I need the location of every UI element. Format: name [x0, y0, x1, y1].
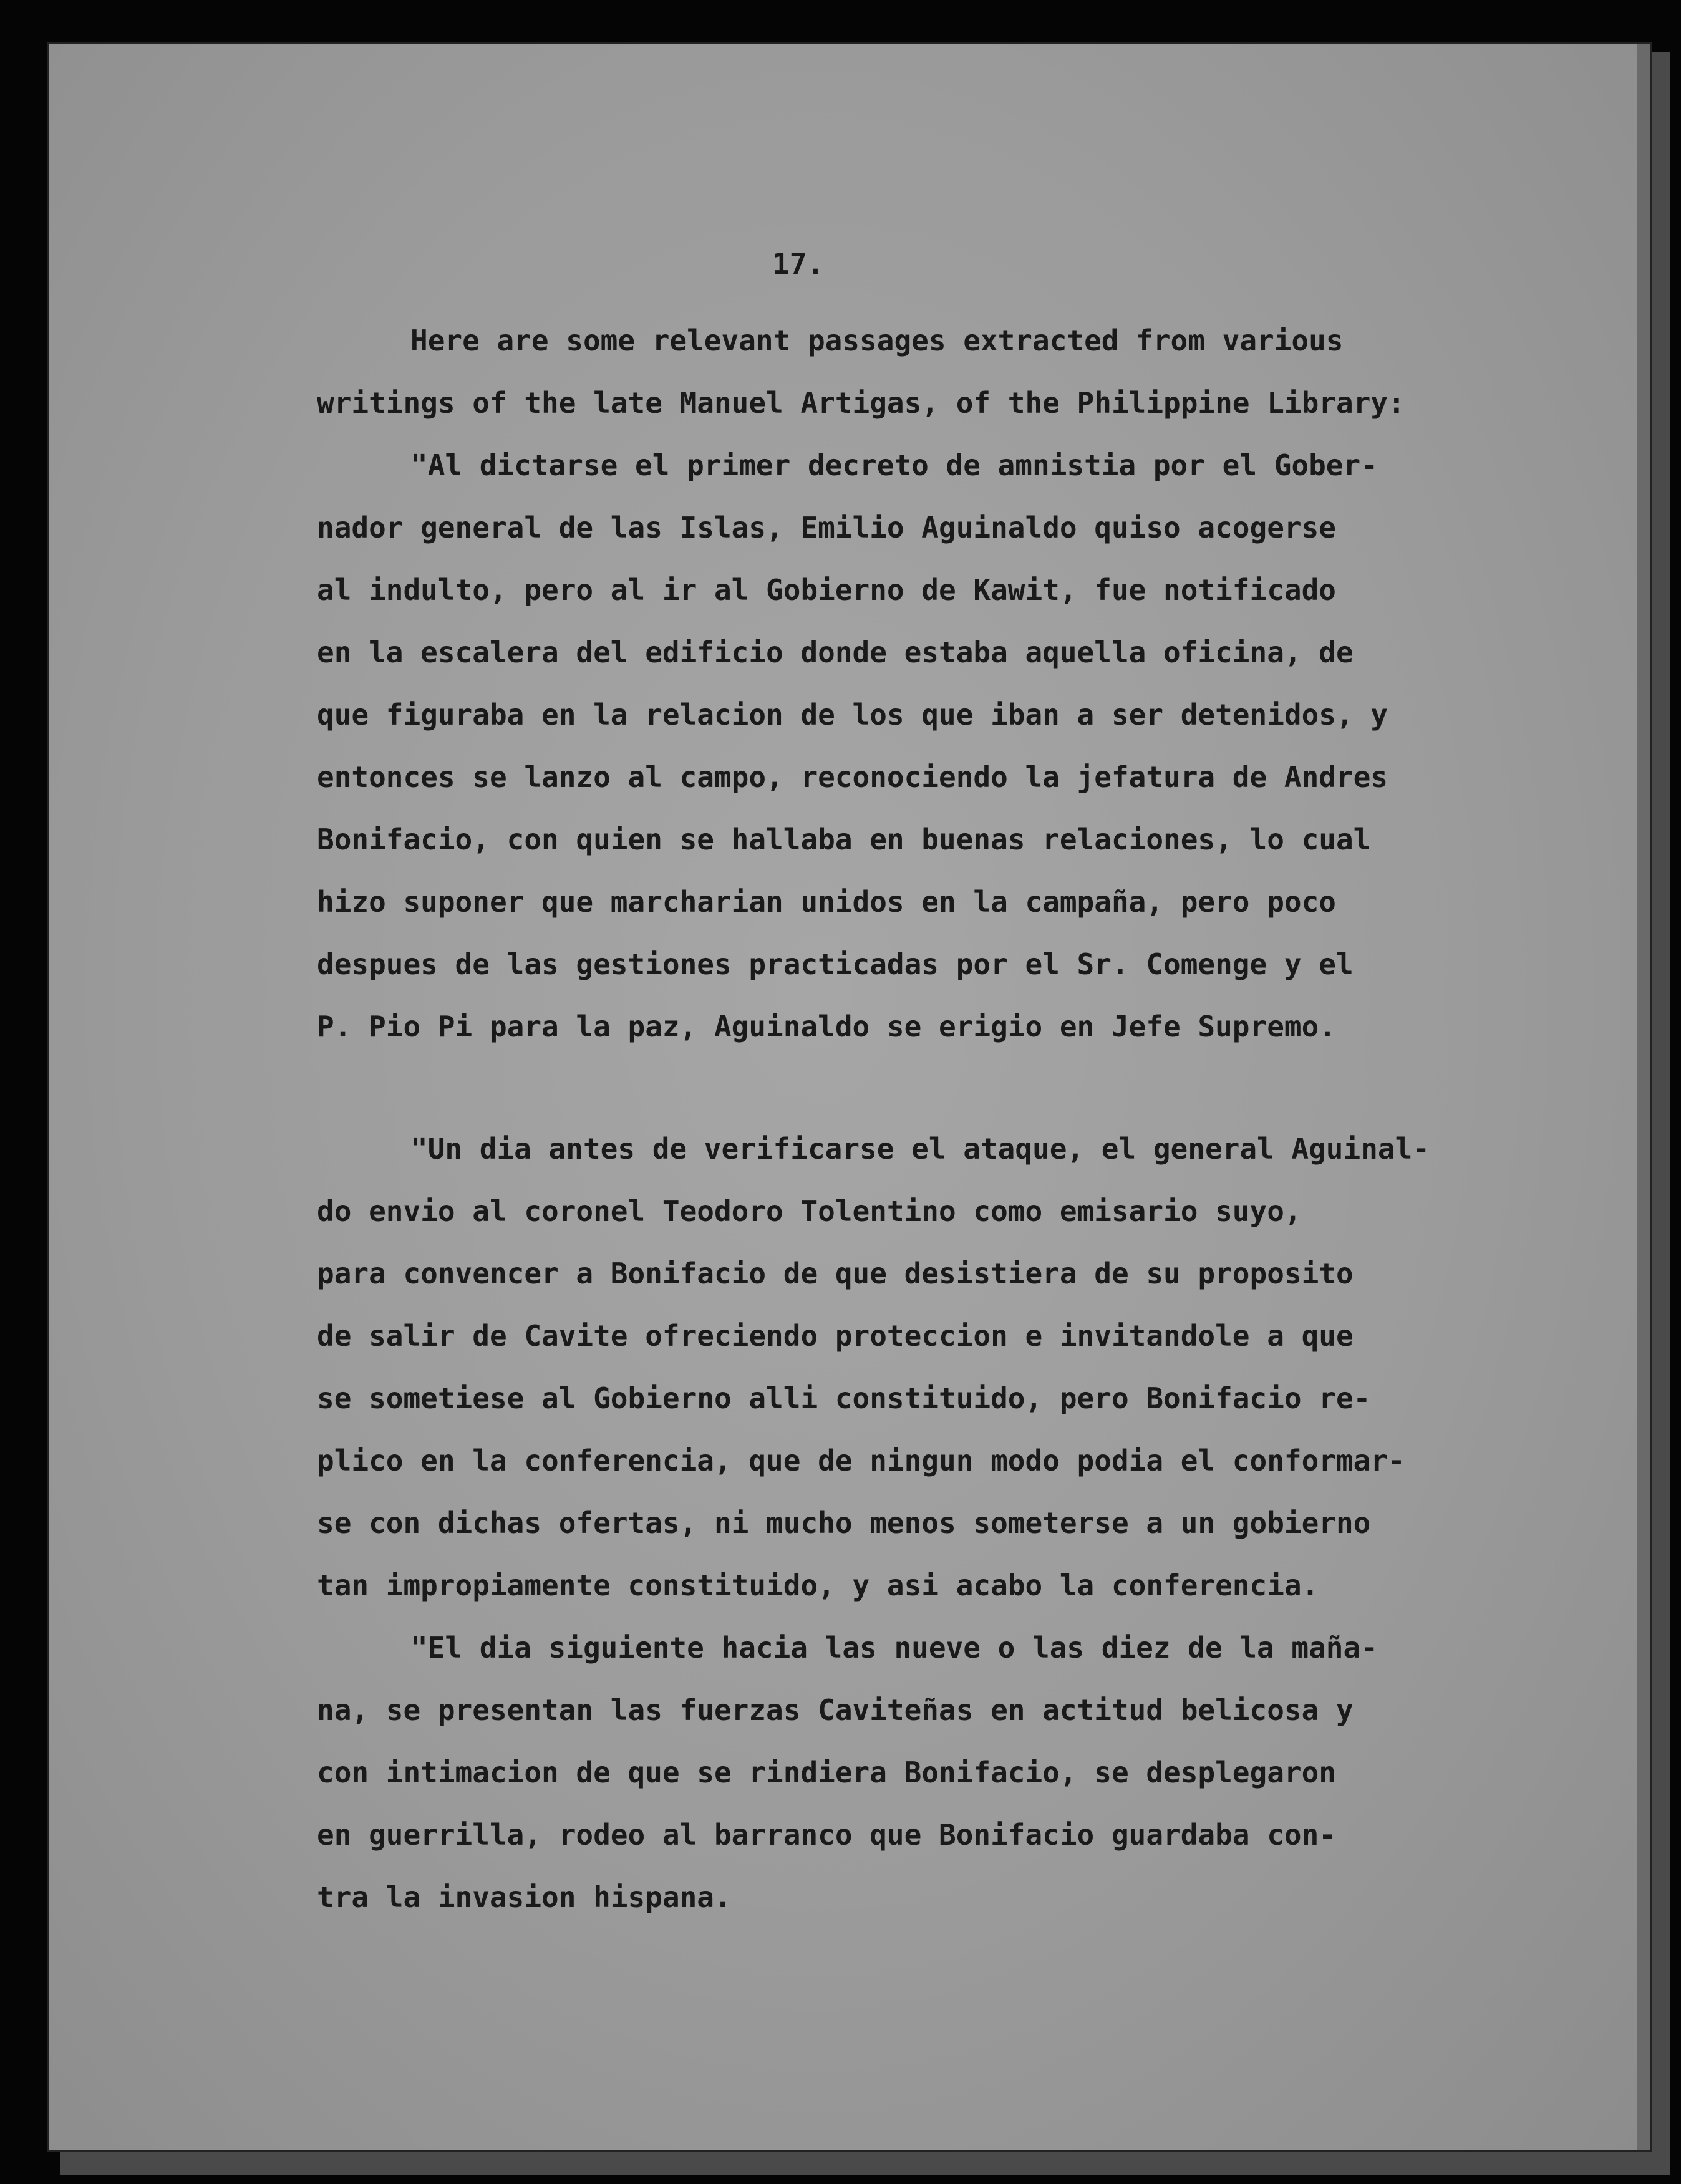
- document-body: [317, 309, 1502, 1928]
- text-line: hizo suponer que marcharian unidos en la campaña, pero poco: [317, 885, 1336, 919]
- text-line: que figuraba en la relacion de los que iban a ser detenidos, y: [317, 698, 1388, 732]
- text-line: para convencer a Bonifacio de que desistiera de su proposito: [317, 1257, 1354, 1290]
- text-line: despues de las gestiones practicadas por el Sr. Comenge y el: [317, 947, 1354, 981]
- text-line: en guerrilla, rodeo al barranco que Bonifacio guardaba con-: [317, 1818, 1336, 1852]
- text-line: P. Pio Pi para la paz, Aguinaldo se erigio en Jefe Supremo.: [317, 1010, 1336, 1043]
- text-line: tra la invasion hispana.: [317, 1880, 732, 1914]
- text-line: nador general de las Islas, Emilio Aguinaldo quiso acogerse: [317, 511, 1336, 544]
- text-line: writings of the late Manuel Artigas, of the Philippine Library:: [317, 386, 1405, 420]
- text-line: se con dichas ofertas, ni mucho menos someterse a un gobierno: [317, 1506, 1371, 1540]
- text-line: "Al dictarse el primer decreto de amnistia por el Gober-: [410, 448, 1378, 482]
- page-edge: [1637, 44, 1650, 2150]
- text-line: "El dia siguiente hacia las nueve o las diez de la maña-: [410, 1631, 1378, 1665]
- text-line: de salir de Cavite ofreciendo proteccion e invitandole a que: [317, 1319, 1354, 1353]
- text-line: plico en la conferencia, que de ningun modo podia el conformar-: [317, 1444, 1405, 1477]
- text-line: Here are some relevant passages extracted from various: [410, 324, 1344, 357]
- text-line: en la escalera del edificio donde estaba aquella oficina, de: [317, 635, 1354, 669]
- text-line: con intimacion de que se rindiera Bonifacio, se desplegaron: [317, 1756, 1336, 1789]
- text-line: do envio al coronel Teodoro Tolentino como emisario suyo,: [317, 1194, 1302, 1228]
- text-line: Bonifacio, con quien se hallaba en buenas relaciones, lo cual: [317, 823, 1371, 856]
- text-line: se sometiese al Gobierno alli constituido, pero Bonifacio re-: [317, 1381, 1371, 1415]
- page-number: 17.: [772, 247, 825, 281]
- text-line: tan impropiamente constituido, y asi acabo la conferencia.: [317, 1568, 1319, 1602]
- paragraph-gap: [317, 1058, 1502, 1118]
- text-line: entonces se lanzo al campo, reconociendo la jefatura de Andres: [317, 760, 1388, 794]
- text-line: "Un dia antes de verificarse el ataque, el general Aguinal-: [410, 1132, 1430, 1166]
- text-line: al indulto, pero al ir al Gobierno de Kawit, fue notificado: [317, 573, 1336, 607]
- text-line: na, se presentan las fuerzas Caviteñas en actitud belicosa y: [317, 1693, 1354, 1727]
